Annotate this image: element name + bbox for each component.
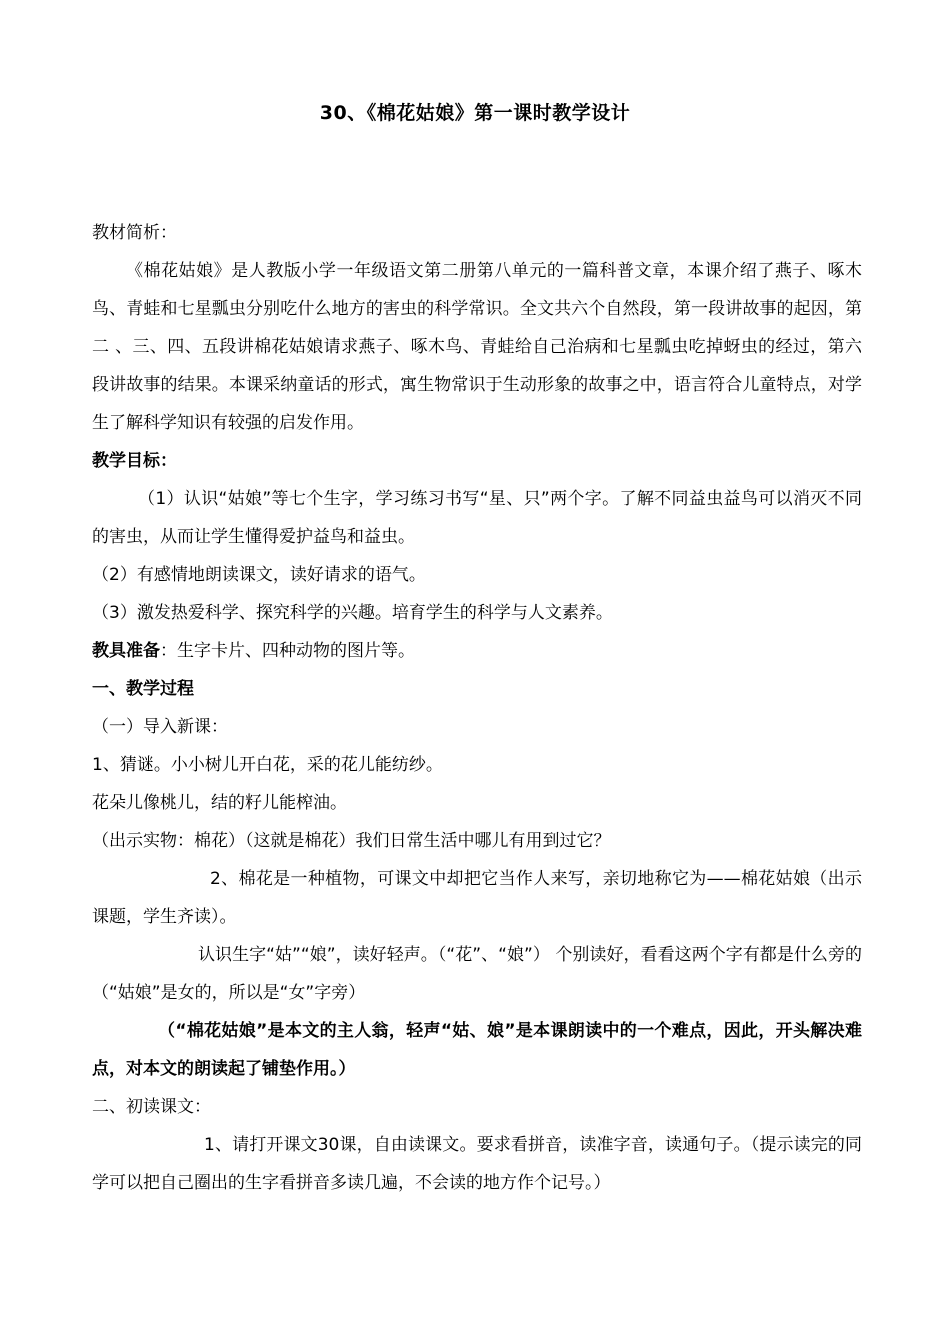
- new-characters-paragraph: 认识生字“姑”“娘”，读好轻声。（“花”、“娘”） 个别读好，看看这两个字有都是什么旁的（“姑娘”是女的，所以是“女”字旁）: [92, 945, 862, 1003]
- teaching-goal-1: （1）认识“姑娘”等七个生字，学习练习书写“星、只”两个字。了解不同益虫益鸟可以消灭不同的害虫，从而让学生懂得爱护益鸟和益虫。: [92, 489, 862, 547]
- document-body: [92, 214, 862, 1202]
- section-heading-textbook-analysis: 教材简析：: [92, 223, 177, 243]
- first-reading-step-1: 1、请打开课文30课，自由读课文。要求看拼音，读准字音，读通句子。（提示读完的同学可以把自己圈出的生字看拼音多读几遍，不会读的地方作个记号。）: [92, 1135, 862, 1193]
- document-title: 30、《棉花姑娘》第一课时教学设计: [319, 102, 631, 124]
- introduction-step-2: 2、棉花是一种植物，可课文中却把它当作人来写，亲切地称它为——棉花姑娘（出示课题，学生齐读）。: [92, 869, 862, 927]
- teaching-aids: [92, 632, 862, 670]
- riddle-line-2: 花朵儿像桃儿，结的籽儿能榨油。: [92, 793, 347, 813]
- teaching-note: （“棉花姑娘”是本文的主人翁，轻声“姑、娘”是本课朗读中的一个难点，因此，开头解决难点，对本文的朗读起了铺垫作用。）: [92, 1021, 862, 1079]
- section-heading-teaching-process: 一、教学过程: [92, 679, 194, 699]
- section-heading-first-reading: 二、初读课文：: [92, 1097, 211, 1117]
- riddle-line-1: 1、猜谜。小小树儿开白花，采的花儿能纺纱。: [92, 755, 443, 775]
- teaching-goal-2: （2）有感情地朗读课文，读好请求的语气。: [92, 565, 426, 585]
- teaching-aids-label: 教具准备: [92, 641, 160, 661]
- teaching-goal-3: （3）激发热爱科学、探究科学的兴趣。培育学生的科学与人文素养。: [92, 603, 613, 623]
- show-object-paragraph: （出示实物：棉花）（这就是棉花）我们日常生活中哪儿有用到过它？: [92, 831, 611, 851]
- section-heading-teaching-goals: 教学目标：: [92, 451, 177, 471]
- teaching-aids-text: ：生字卡片、四种动物的图片等。: [160, 641, 415, 661]
- paragraph-textbook-analysis: 《棉花姑娘》是人教版小学一年级语文第二册第八单元的一篇科普文章，本课介绍了燕子、啄木鸟、青蛙和七星瓢虫分别吃什么地方的害虫的科学常识。全文共六个自然段，第一段讲故事的起因，第二 、三、四、五段讲棉花姑娘请求燕子、啄木鸟、青蛙给自己治病和七星瓢虫吃掉蚜虫的经过，第六段讲故事的结果。本课采纳童话的形式，寓生物常识于生动形象的故事之中，语言符合儿童特点，对学生了解科学知识有较强的启发作用。: [92, 261, 862, 433]
- subsection-heading-introduction: （一）导入新课：: [92, 717, 228, 737]
